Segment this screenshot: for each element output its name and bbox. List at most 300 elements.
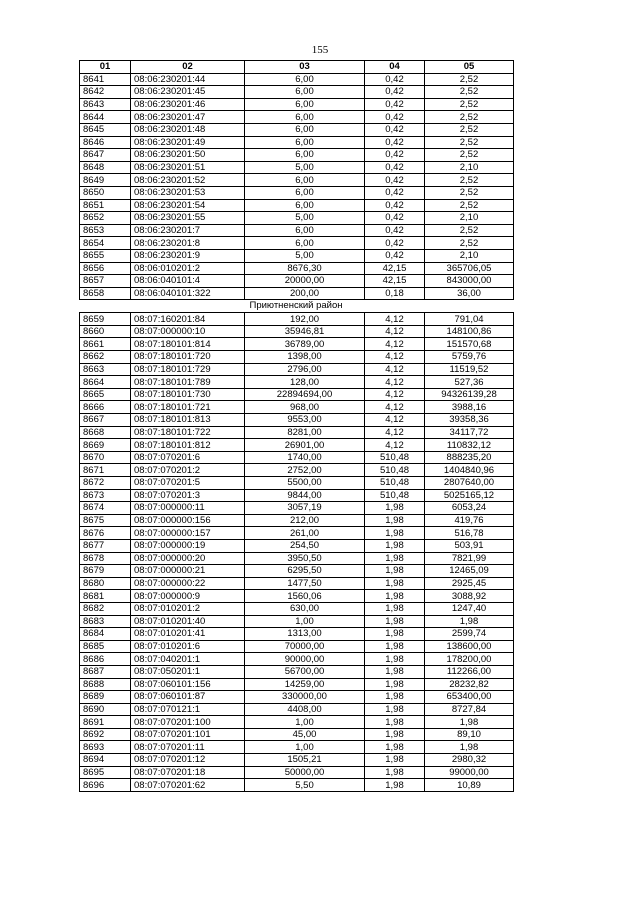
area-cell: 26901,00 — [245, 439, 365, 452]
table-row — [80, 363, 514, 376]
table-row — [80, 514, 514, 527]
rate-cell: 1,98 — [365, 716, 425, 729]
row-number-cell: 8657 — [80, 275, 131, 288]
rate-cell: 4,12 — [365, 313, 425, 326]
value-cell: 2,52 — [425, 199, 514, 212]
row-number-cell: 8679 — [80, 565, 131, 578]
table-row — [80, 728, 514, 741]
value-cell: 2,52 — [425, 123, 514, 136]
area-cell: 22894694,00 — [245, 388, 365, 401]
value-cell: 94326139,28 — [425, 388, 514, 401]
row-number-cell: 8664 — [80, 376, 131, 389]
table-row — [80, 73, 514, 86]
area-cell: 1398,00 — [245, 351, 365, 364]
area-cell: 36789,00 — [245, 338, 365, 351]
value-cell: 791,04 — [425, 313, 514, 326]
row-number-cell: 8674 — [80, 502, 131, 515]
rate-cell: 4,12 — [365, 388, 425, 401]
area-cell: 6,00 — [245, 86, 365, 99]
cadastral-number-cell: 08:07:010201:2 — [131, 602, 245, 615]
area-cell: 3950,50 — [245, 552, 365, 565]
cadastral-number-cell: 08:07:070121:1 — [131, 703, 245, 716]
row-number-cell: 8661 — [80, 338, 131, 351]
row-number-cell: 8680 — [80, 577, 131, 590]
area-cell: 2752,00 — [245, 464, 365, 477]
cadastral-number-cell: 08:07:050201:1 — [131, 665, 245, 678]
table-row — [80, 766, 514, 779]
area-cell: 192,00 — [245, 313, 365, 326]
value-cell: 2599,74 — [425, 628, 514, 641]
row-number-cell: 8648 — [80, 161, 131, 174]
cadastral-number-cell: 08:06:230201:44 — [131, 73, 245, 86]
rate-cell: 0,42 — [365, 86, 425, 99]
area-cell: 50000,00 — [245, 766, 365, 779]
area-cell: 4408,00 — [245, 703, 365, 716]
row-number-cell: 8656 — [80, 262, 131, 275]
row-number-cell: 8654 — [80, 237, 131, 250]
cadastral-number-cell: 08:07:060101:87 — [131, 691, 245, 704]
row-number-cell: 8662 — [80, 351, 131, 364]
table-row — [80, 351, 514, 364]
rate-cell: 510,48 — [365, 451, 425, 464]
area-cell: 1560,06 — [245, 590, 365, 603]
area-cell: 6,00 — [245, 73, 365, 86]
column-header: 05 — [425, 61, 514, 74]
row-number-cell: 8665 — [80, 388, 131, 401]
cadastral-number-cell: 08:07:180101:720 — [131, 351, 245, 364]
row-number-cell: 8687 — [80, 665, 131, 678]
row-number-cell: 8671 — [80, 464, 131, 477]
row-number-cell: 8649 — [80, 174, 131, 187]
table-row — [80, 716, 514, 729]
row-number-cell: 8651 — [80, 199, 131, 212]
row-number-cell: 8690 — [80, 703, 131, 716]
row-number-cell: 8645 — [80, 123, 131, 136]
rate-cell: 4,12 — [365, 376, 425, 389]
rate-cell: 0,42 — [365, 123, 425, 136]
table-row — [80, 237, 514, 250]
table-row — [80, 477, 514, 490]
rate-cell: 1,98 — [365, 741, 425, 754]
cadastral-number-cell: 08:07:180101:730 — [131, 388, 245, 401]
table-row — [80, 691, 514, 704]
table-row — [80, 678, 514, 691]
column-header: 02 — [131, 61, 245, 74]
rate-cell: 1,98 — [365, 640, 425, 653]
area-cell: 6295,50 — [245, 565, 365, 578]
cadastral-number-cell: 08:06:230201:7 — [131, 224, 245, 237]
value-cell: 2,52 — [425, 111, 514, 124]
area-cell: 2796,00 — [245, 363, 365, 376]
area-cell: 5,00 — [245, 212, 365, 225]
cadastral-number-cell: 08:07:180101:813 — [131, 414, 245, 427]
rate-cell: 1,98 — [365, 665, 425, 678]
table-row — [80, 249, 514, 262]
cadastral-number-cell: 08:07:070201:6 — [131, 451, 245, 464]
cadastral-number-cell: 08:07:000000:11 — [131, 502, 245, 515]
cadastral-number-cell: 08:06:230201:47 — [131, 111, 245, 124]
cadastral-number-cell: 08:07:000000:156 — [131, 514, 245, 527]
rate-cell: 42,15 — [365, 262, 425, 275]
area-cell: 1,00 — [245, 741, 365, 754]
table-row — [80, 338, 514, 351]
row-number-cell: 8681 — [80, 590, 131, 603]
value-cell: 527,36 — [425, 376, 514, 389]
value-cell: 112266,00 — [425, 665, 514, 678]
table-row — [80, 262, 514, 275]
rate-cell: 510,48 — [365, 464, 425, 477]
row-number-cell: 8693 — [80, 741, 131, 754]
value-cell: 3988,16 — [425, 401, 514, 414]
cadastral-number-cell: 08:07:070201:3 — [131, 489, 245, 502]
area-cell: 1313,00 — [245, 628, 365, 641]
data-table-section-2 — [79, 312, 514, 792]
table-body-group-1 — [80, 73, 514, 300]
table-row — [80, 439, 514, 452]
area-cell: 14259,00 — [245, 678, 365, 691]
area-cell: 3057,19 — [245, 502, 365, 515]
value-cell: 5025165,12 — [425, 489, 514, 502]
rate-cell: 1,98 — [365, 615, 425, 628]
rate-cell: 4,12 — [365, 414, 425, 427]
area-cell: 5,00 — [245, 249, 365, 262]
row-number-cell: 8685 — [80, 640, 131, 653]
table-row — [80, 186, 514, 199]
table-row — [80, 602, 514, 615]
value-cell: 2,52 — [425, 237, 514, 250]
cadastral-number-cell: 08:07:160201:84 — [131, 313, 245, 326]
row-number-cell: 8660 — [80, 325, 131, 338]
value-cell: 1404840,96 — [425, 464, 514, 477]
value-cell: 8727,84 — [425, 703, 514, 716]
area-cell: 128,00 — [245, 376, 365, 389]
row-number-cell: 8647 — [80, 149, 131, 162]
table-row — [80, 489, 514, 502]
rate-cell: 1,98 — [365, 628, 425, 641]
rate-cell: 4,12 — [365, 439, 425, 452]
value-cell: 516,78 — [425, 527, 514, 540]
rate-cell: 0,42 — [365, 149, 425, 162]
table-row — [80, 212, 514, 225]
rate-cell: 4,12 — [365, 401, 425, 414]
row-number-cell: 8676 — [80, 527, 131, 540]
cadastral-number-cell: 08:07:070201:5 — [131, 477, 245, 490]
area-cell: 6,00 — [245, 149, 365, 162]
area-cell: 6,00 — [245, 237, 365, 250]
area-cell: 6,00 — [245, 123, 365, 136]
area-cell: 56700,00 — [245, 665, 365, 678]
area-cell: 8281,00 — [245, 426, 365, 439]
table-row — [80, 615, 514, 628]
section-label: Приютненский район — [249, 300, 343, 312]
table-row — [80, 741, 514, 754]
cadastral-number-cell: 08:07:070201:11 — [131, 741, 245, 754]
data-table — [79, 60, 514, 300]
table-row — [80, 754, 514, 767]
cadastral-number-cell: 08:07:180101:729 — [131, 363, 245, 376]
cadastral-number-cell: 08:07:010201:41 — [131, 628, 245, 641]
value-cell: 2,52 — [425, 224, 514, 237]
cadastral-number-cell: 08:07:060101:156 — [131, 678, 245, 691]
area-cell: 8676,30 — [245, 262, 365, 275]
value-cell: 36,00 — [425, 287, 514, 300]
value-cell: 365706,05 — [425, 262, 514, 275]
row-number-cell: 8650 — [80, 186, 131, 199]
area-cell: 9553,00 — [245, 414, 365, 427]
value-cell: 2,52 — [425, 186, 514, 199]
area-cell: 6,00 — [245, 98, 365, 111]
value-cell: 2,52 — [425, 136, 514, 149]
table-row — [80, 703, 514, 716]
value-cell: 178200,00 — [425, 653, 514, 666]
table-row — [80, 451, 514, 464]
cadastral-number-cell: 08:06:230201:48 — [131, 123, 245, 136]
cadastral-number-cell: 08:06:230201:8 — [131, 237, 245, 250]
rate-cell: 0,42 — [365, 212, 425, 225]
rate-cell: 4,12 — [365, 338, 425, 351]
table-row — [80, 653, 514, 666]
area-cell: 6,00 — [245, 174, 365, 187]
area-cell: 6,00 — [245, 111, 365, 124]
row-number-cell: 8684 — [80, 628, 131, 641]
rate-cell: 1,98 — [365, 590, 425, 603]
row-number-cell: 8692 — [80, 728, 131, 741]
row-number-cell: 8686 — [80, 653, 131, 666]
rate-cell: 1,98 — [365, 678, 425, 691]
area-cell: 1740,00 — [245, 451, 365, 464]
value-cell: 7821,99 — [425, 552, 514, 565]
table-row — [80, 136, 514, 149]
cadastral-number-cell: 08:06:230201:9 — [131, 249, 245, 262]
cadastral-number-cell: 08:07:070201:18 — [131, 766, 245, 779]
column-header: 04 — [365, 61, 425, 74]
value-cell: 12465,09 — [425, 565, 514, 578]
area-cell: 1505,21 — [245, 754, 365, 767]
cadastral-number-cell: 08:07:180101:812 — [131, 439, 245, 452]
table-row — [80, 640, 514, 653]
table-row — [80, 275, 514, 288]
area-cell: 200,00 — [245, 287, 365, 300]
row-number-cell: 8641 — [80, 73, 131, 86]
table-row — [80, 577, 514, 590]
cadastral-number-cell: 08:07:000000:21 — [131, 565, 245, 578]
table-row — [80, 174, 514, 187]
table-body-group-2 — [80, 313, 514, 792]
rate-cell: 1,98 — [365, 565, 425, 578]
row-number-cell: 8678 — [80, 552, 131, 565]
rate-cell: 0,42 — [365, 98, 425, 111]
value-cell: 2,52 — [425, 174, 514, 187]
rate-cell: 0,42 — [365, 73, 425, 86]
value-cell: 1,98 — [425, 716, 514, 729]
table-row — [80, 401, 514, 414]
cadastral-number-cell: 08:07:000000:10 — [131, 325, 245, 338]
cadastral-number-cell: 08:06:230201:52 — [131, 174, 245, 187]
table-row — [80, 665, 514, 678]
cadastral-number-cell: 08:07:010201:6 — [131, 640, 245, 653]
table-row — [80, 313, 514, 326]
rate-cell: 1,98 — [365, 691, 425, 704]
row-number-cell: 8663 — [80, 363, 131, 376]
area-cell: 1477,50 — [245, 577, 365, 590]
area-cell: 630,00 — [245, 602, 365, 615]
value-cell: 89,10 — [425, 728, 514, 741]
column-header: 03 — [245, 61, 365, 74]
rate-cell: 510,48 — [365, 489, 425, 502]
value-cell: 2807640,00 — [425, 477, 514, 490]
value-cell: 503,91 — [425, 539, 514, 552]
rate-cell: 42,15 — [365, 275, 425, 288]
area-cell: 6,00 — [245, 136, 365, 149]
table-row — [80, 376, 514, 389]
rate-cell: 1,98 — [365, 552, 425, 565]
table-row — [80, 161, 514, 174]
area-cell: 9844,00 — [245, 489, 365, 502]
area-cell: 1,00 — [245, 615, 365, 628]
value-cell: 419,76 — [425, 514, 514, 527]
row-number-cell: 8695 — [80, 766, 131, 779]
value-cell: 28232,82 — [425, 678, 514, 691]
page-number: 155 — [311, 44, 329, 56]
table-row — [80, 123, 514, 136]
rate-cell: 0,42 — [365, 111, 425, 124]
table-row — [80, 527, 514, 540]
cadastral-number-cell: 08:06:010201:2 — [131, 262, 245, 275]
row-number-cell: 8666 — [80, 401, 131, 414]
value-cell: 1,98 — [425, 741, 514, 754]
area-cell: 968,00 — [245, 401, 365, 414]
area-cell: 6,00 — [245, 224, 365, 237]
row-number-cell: 8652 — [80, 212, 131, 225]
rate-cell: 1,98 — [365, 653, 425, 666]
rate-cell: 1,98 — [365, 766, 425, 779]
row-number-cell: 8682 — [80, 602, 131, 615]
row-number-cell: 8667 — [80, 414, 131, 427]
area-cell: 6,00 — [245, 186, 365, 199]
area-cell: 70000,00 — [245, 640, 365, 653]
rate-cell: 0,42 — [365, 224, 425, 237]
row-number-cell: 8696 — [80, 779, 131, 792]
cadastral-number-cell: 08:07:180101:721 — [131, 401, 245, 414]
cadastral-number-cell: 08:07:010201:40 — [131, 615, 245, 628]
value-cell: 10,89 — [425, 779, 514, 792]
rate-cell: 1,98 — [365, 539, 425, 552]
area-cell: 6,00 — [245, 199, 365, 212]
value-cell: 39358,36 — [425, 414, 514, 427]
cadastral-number-cell: 08:07:180101:814 — [131, 338, 245, 351]
value-cell: 5759,76 — [425, 351, 514, 364]
rate-cell: 0,42 — [365, 237, 425, 250]
value-cell: 2,52 — [425, 98, 514, 111]
area-cell: 20000,00 — [245, 275, 365, 288]
cadastral-number-cell: 08:06:230201:46 — [131, 98, 245, 111]
cadastral-number-cell: 08:07:070201:2 — [131, 464, 245, 477]
row-number-cell: 8673 — [80, 489, 131, 502]
table-row — [80, 552, 514, 565]
cadastral-number-cell: 08:07:070201:62 — [131, 779, 245, 792]
row-number-cell: 8683 — [80, 615, 131, 628]
row-number-cell: 8675 — [80, 514, 131, 527]
area-cell: 261,00 — [245, 527, 365, 540]
area-cell: 1,00 — [245, 716, 365, 729]
table-row — [80, 464, 514, 477]
rate-cell: 4,12 — [365, 363, 425, 376]
data-table-container — [79, 60, 513, 792]
rate-cell: 4,12 — [365, 426, 425, 439]
area-cell: 5500,00 — [245, 477, 365, 490]
cadastral-number-cell: 08:07:070201:12 — [131, 754, 245, 767]
rate-cell: 0,42 — [365, 161, 425, 174]
rate-cell: 0,42 — [365, 199, 425, 212]
row-number-cell: 8644 — [80, 111, 131, 124]
cadastral-number-cell: 08:07:000000:19 — [131, 539, 245, 552]
table-row — [80, 98, 514, 111]
table-row — [80, 539, 514, 552]
table-row — [80, 779, 514, 792]
table-row — [80, 388, 514, 401]
rate-cell: 510,48 — [365, 477, 425, 490]
rate-cell: 1,98 — [365, 514, 425, 527]
cadastral-number-cell: 08:07:180101:722 — [131, 426, 245, 439]
area-cell: 330000,00 — [245, 691, 365, 704]
value-cell: 138600,00 — [425, 640, 514, 653]
row-number-cell: 8653 — [80, 224, 131, 237]
table-row — [80, 628, 514, 641]
value-cell: 151570,68 — [425, 338, 514, 351]
row-number-cell: 8694 — [80, 754, 131, 767]
row-number-cell: 8642 — [80, 86, 131, 99]
rate-cell: 0,18 — [365, 287, 425, 300]
value-cell: 2,52 — [425, 73, 514, 86]
value-cell: 2,52 — [425, 149, 514, 162]
cadastral-number-cell: 08:07:000000:9 — [131, 590, 245, 603]
row-number-cell: 8658 — [80, 287, 131, 300]
cadastral-number-cell: 08:07:000000:20 — [131, 552, 245, 565]
rate-cell: 1,98 — [365, 502, 425, 515]
table-row — [80, 502, 514, 515]
table-row — [80, 590, 514, 603]
rate-cell: 1,98 — [365, 527, 425, 540]
rate-cell: 1,98 — [365, 728, 425, 741]
rate-cell: 0,42 — [365, 186, 425, 199]
table-row — [80, 199, 514, 212]
row-number-cell: 8672 — [80, 477, 131, 490]
table-row — [80, 414, 514, 427]
value-cell: 843000,00 — [425, 275, 514, 288]
cadastral-number-cell: 08:07:070201:101 — [131, 728, 245, 741]
value-cell: 2,52 — [425, 86, 514, 99]
value-cell: 2,10 — [425, 212, 514, 225]
value-cell: 34117,72 — [425, 426, 514, 439]
table-row — [80, 325, 514, 338]
column-header: 01 — [80, 61, 131, 74]
value-cell: 653400,00 — [425, 691, 514, 704]
area-cell: 212,00 — [245, 514, 365, 527]
rate-cell: 4,12 — [365, 325, 425, 338]
table-row — [80, 426, 514, 439]
cadastral-number-cell: 08:06:040101:4 — [131, 275, 245, 288]
area-cell: 5,00 — [245, 161, 365, 174]
rate-cell: 1,98 — [365, 779, 425, 792]
row-number-cell: 8689 — [80, 691, 131, 704]
rate-cell: 4,12 — [365, 351, 425, 364]
row-number-cell: 8646 — [80, 136, 131, 149]
value-cell: 2980,32 — [425, 754, 514, 767]
cadastral-number-cell: 08:07:070201:100 — [131, 716, 245, 729]
value-cell: 2,10 — [425, 161, 514, 174]
header-row — [80, 61, 514, 74]
row-number-cell: 8688 — [80, 678, 131, 691]
